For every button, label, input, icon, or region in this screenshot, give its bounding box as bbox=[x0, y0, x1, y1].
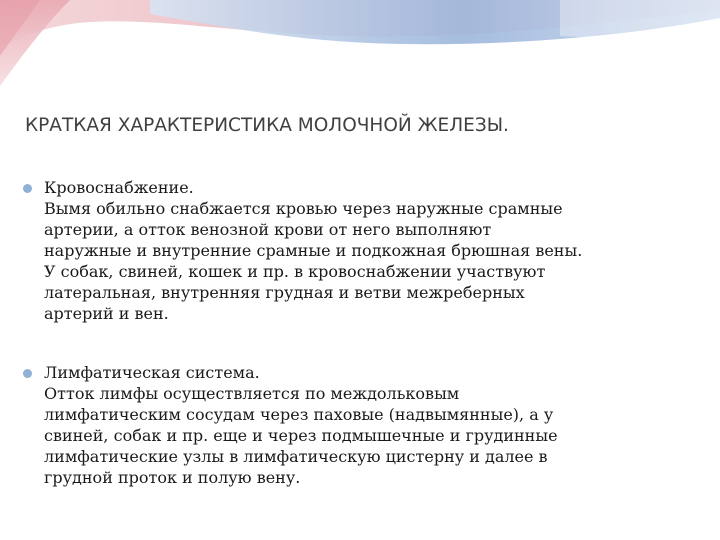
bullet-dot-icon bbox=[23, 369, 32, 378]
bullet-heading: Лимфатическая система. bbox=[44, 363, 260, 382]
slide-title: КРАТКАЯ ХАРАКТЕРИСТИКА МОЛОЧНОЙ ЖЕЛЕЗЫ. bbox=[25, 115, 509, 136]
bullet-lymphatic-system bbox=[44, 362, 694, 488]
bullet-body-text: Отток лимфы осуществляется по междольковым лимфатическим сосудам через паховые (надвымянные), а у свиней, собак и пр. еще и через подмышечные и грудинные лимфатические узлы в лимфатическую цистерну и далее в грудной проток и полую вену. bbox=[44, 384, 558, 487]
bullet-blood-supply bbox=[44, 177, 694, 324]
bullet-heading: Кровоснабжение. bbox=[44, 178, 194, 197]
bullet-heading-line bbox=[44, 177, 694, 198]
bullet-heading-line bbox=[44, 362, 694, 383]
bullet-dot-icon bbox=[23, 184, 32, 193]
header-wave-decoration bbox=[0, 0, 720, 110]
bullet-body-text: Вымя обильно снабжается кровью через наружные срамные артерии, а отток венозной крови от него выполняют наружные и внутренние срамные и подкожная брюшная вены. У собак, свиней, кошек и пр. в кровоснабжении участвуют латеральная, внутренняя грудная и ветви межреберных артерий и вен. bbox=[44, 199, 583, 323]
